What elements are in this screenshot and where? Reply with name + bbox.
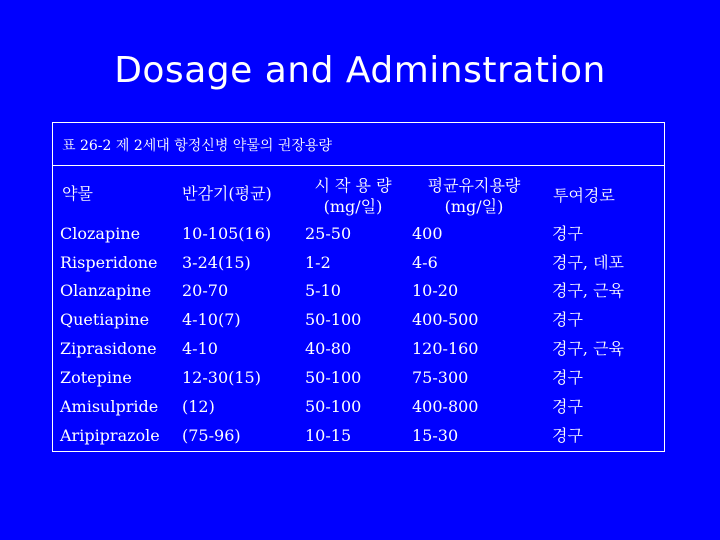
cell-starting-dose: 50-100 [305,368,362,387]
cell-starting-dose: 25-50 [305,224,352,243]
slide-title: Dosage and Adminstration [114,50,606,91]
cell-drug: Clozapine [60,224,141,243]
cell-half-life: 3-24(15) [182,253,251,272]
cell-half-life: 12-30(15) [182,368,261,387]
cell-route: 경구, 근육 [552,339,624,358]
cell-maintenance-dose: 10-20 [412,281,459,300]
header-drug-label: 약물 [62,184,93,203]
cell-half-life: 4-10(7) [182,310,241,329]
cell-route: 경구, 데포 [552,253,624,272]
cell-route: 경구, 근육 [552,281,624,300]
header-maintenance-dose [410,175,538,217]
cell-half-life: (12) [182,397,215,416]
dosage-table [52,122,665,452]
header-route-label: 투여경로 [553,186,615,205]
cell-drug: Quetiapine [60,310,150,329]
cell-half-life: (75-96) [182,426,241,445]
header-route [553,185,615,206]
cell-starting-dose: 10-15 [305,426,352,445]
cell-maintenance-dose: 15-30 [412,426,459,445]
cell-maintenance-dose: 4-6 [412,253,438,272]
cell-starting-dose: 40-80 [305,339,352,358]
cell-route: 경구 [552,368,583,387]
header-half-life [182,183,272,204]
cell-maintenance-dose: 400 [412,224,443,243]
cell-drug: Aripiprazole [60,426,160,445]
cell-drug: Ziprasidone [60,339,157,358]
cell-drug: Zotepine [60,368,132,387]
cell-half-life: 20-70 [182,281,229,300]
header-starting-dose-label: 시 작 용 량 [314,176,392,195]
cell-drug: Risperidone [60,253,158,272]
cell-route: 경구 [552,397,583,416]
header-half-life-label: 반감기(평균) [182,184,272,203]
header-maintenance-dose-unit: (mg/일) [444,197,504,216]
header-starting-dose [301,175,405,217]
cell-maintenance-dose: 75-300 [412,368,469,387]
caption-divider [53,165,664,166]
cell-starting-dose: 5-10 [305,281,341,300]
header-starting-dose-unit: (mg/일) [323,197,383,216]
cell-starting-dose: 50-100 [305,310,362,329]
cell-half-life: 10-105(16) [182,224,272,243]
header-drug [62,183,93,204]
cell-maintenance-dose: 400-800 [412,397,479,416]
header-maintenance-dose-label: 평균유지용량 [427,176,521,195]
cell-route: 경구 [552,224,583,243]
cell-route: 경구 [552,426,583,445]
cell-starting-dose: 50-100 [305,397,362,416]
cell-half-life: 4-10 [182,339,218,358]
cell-maintenance-dose: 120-160 [412,339,479,358]
cell-drug: Olanzapine [60,281,152,300]
cell-drug: Amisulpride [60,397,159,416]
table-caption: 표 26-2 제 2세대 항정신병 약물의 권장용량 [62,138,332,154]
cell-route: 경구 [552,310,583,329]
cell-maintenance-dose: 400-500 [412,310,479,329]
cell-starting-dose: 1-2 [305,253,331,272]
